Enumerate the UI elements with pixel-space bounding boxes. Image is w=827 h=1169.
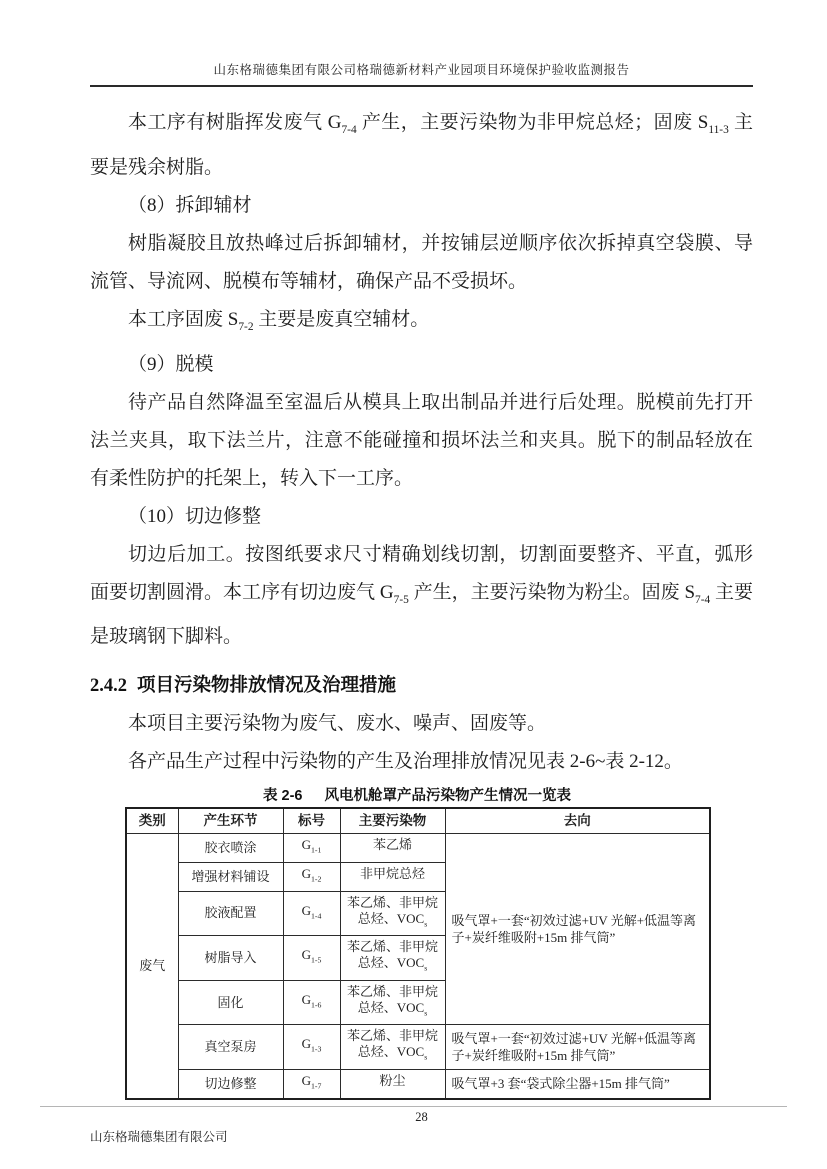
destination-cell: 吸气罩+3 套“袋式除尘器+15m 排气筒” xyxy=(445,1069,710,1098)
category-cell: 废气 xyxy=(126,834,178,1099)
pollutant-cell: 粉尘 xyxy=(340,1069,445,1098)
stage-cell: 固化 xyxy=(178,980,283,1025)
pollutant-cell: 苯乙烯 xyxy=(340,834,445,863)
code-cell: $G_{1-4}$ xyxy=(283,891,340,936)
header-cell-pollutant: 主要污染物 xyxy=(340,808,445,834)
code-cell: $G_{1-5}$ xyxy=(283,936,340,981)
section-number: 2.4.2 xyxy=(90,676,127,697)
stage-cell: 胶液配置 xyxy=(178,891,283,936)
stage-cell: 切边修整 xyxy=(178,1069,283,1098)
pollution-table xyxy=(125,807,711,1099)
stage-cell: 树脂导入 xyxy=(178,936,283,981)
list-item-10-heading: （10）切边修整 xyxy=(128,505,262,527)
document-body xyxy=(90,104,753,1100)
paragraph-resin-gas: 本工序有树脂挥发废气 $G_{7-4}$ 产生，主要污染物为非甲烷总烃；固废 $S_{11-3}$ 主要是残余树脂。 xyxy=(90,112,753,178)
pollutant-cell: 苯乙烯、非甲烷总烃、$VOC_s$ xyxy=(340,891,445,936)
table-header-row xyxy=(126,808,710,834)
list-item-8-heading: （8）拆卸辅材 xyxy=(128,194,252,216)
header-cell-category: 类别 xyxy=(126,808,178,834)
paragraph-trimming: 切边后加工。按图纸要求尺寸精确划线切割，切割面要整齐、平直，弧形面要切割圆滑。本工序有切边废气 $G_{7-5}$ 产生，主要污染物为粉尘。固废 $S_{7-4}$ 主要是玻璃钢下脚料。 xyxy=(90,543,753,648)
table-caption xyxy=(125,786,709,807)
paragraph-demold: 待产品自然降温至室温后从模具上取出制品并进行后处理。脱模前先打开法兰夹具，取下法兰片，注意不能碰撞和损坏法兰和夹具。脱下的制品轻放在有柔性防护的托架上，转入下一工序。 xyxy=(90,391,753,489)
table-row xyxy=(126,834,710,863)
footer-company: 山东格瑞德集团有限公司 xyxy=(90,1129,228,1144)
paragraph-solid-waste-vacuum: 本工序固废 $S_{7-2}$ 主要是废真空辅材。 xyxy=(128,308,430,333)
destination-cell: 吸气罩+一套“初效过滤+UV 光解+低温等离子+炭纤维吸附+15m 排气筒” xyxy=(445,834,710,1025)
stage-cell: 增强材料铺设 xyxy=(178,862,283,891)
list-item-9-heading: （9）脱模 xyxy=(128,353,214,375)
code-cell: $G_{1-1}$ xyxy=(283,834,340,863)
footer-divider xyxy=(40,1106,787,1107)
pollutant-cell: 非甲烷总烃 xyxy=(340,862,445,891)
pollutant-cell: 苯乙烯、非甲烷总烃、$VOC_s$ xyxy=(340,936,445,981)
paragraph-remove-materials: 树脂凝胶且放热峰过后拆卸辅材，并按铺层逆顺序依次拆掉真空袋膜、导流管、导流网、脱模布等辅材，确保产品不受损坏。 xyxy=(90,232,753,292)
header-title: 山东格瑞德集团有限公司格瑞德新材料产业园项目环境保护验收监测报告 xyxy=(213,63,630,77)
table-row xyxy=(126,1069,710,1098)
code-cell: $G_{1-3}$ xyxy=(283,1025,340,1070)
header-cell-code: 标号 xyxy=(283,808,340,834)
paragraph-pollutant-types: 本项目主要污染物为废气、废水、噪声、固废等。 xyxy=(128,713,547,735)
section-title: 项目污染物排放情况及治理措施 xyxy=(137,674,397,696)
code-cell: $G_{1-2}$ xyxy=(283,862,340,891)
pollutant-cell: 苯乙烯、非甲烷总烃、$VOC_s$ xyxy=(340,980,445,1025)
table-caption-title: 风电机舱罩产品污染物产生情况一览表 xyxy=(324,788,571,805)
table-caption-label: 表 2-6 xyxy=(263,788,303,805)
header-cell-stage: 产生环节 xyxy=(178,808,283,834)
paragraph-table-reference: 各产品生产过程中污染物的产生及治理排放情况见表 2-6~表 2-12。 xyxy=(128,751,683,773)
stage-cell: 真空泵房 xyxy=(178,1025,283,1070)
page-number: 28 xyxy=(415,1109,428,1124)
header-cell-destination: 去向 xyxy=(445,808,710,834)
stage-cell: 胶衣喷涂 xyxy=(178,834,283,863)
code-cell: $G_{1-7}$ xyxy=(283,1069,340,1098)
table-row xyxy=(126,1025,710,1070)
section-heading-2-4-2 xyxy=(90,666,753,705)
code-cell: $G_{1-6}$ xyxy=(283,980,340,1025)
document-header xyxy=(90,60,753,87)
destination-cell: 吸气罩+一套“初效过滤+UV 光解+低温等离子+炭纤维吸附+15m 排气筒” xyxy=(445,1025,710,1070)
pollutant-cell: 苯乙烯、非甲烷总烃、$VOC_s$ xyxy=(340,1025,445,1070)
